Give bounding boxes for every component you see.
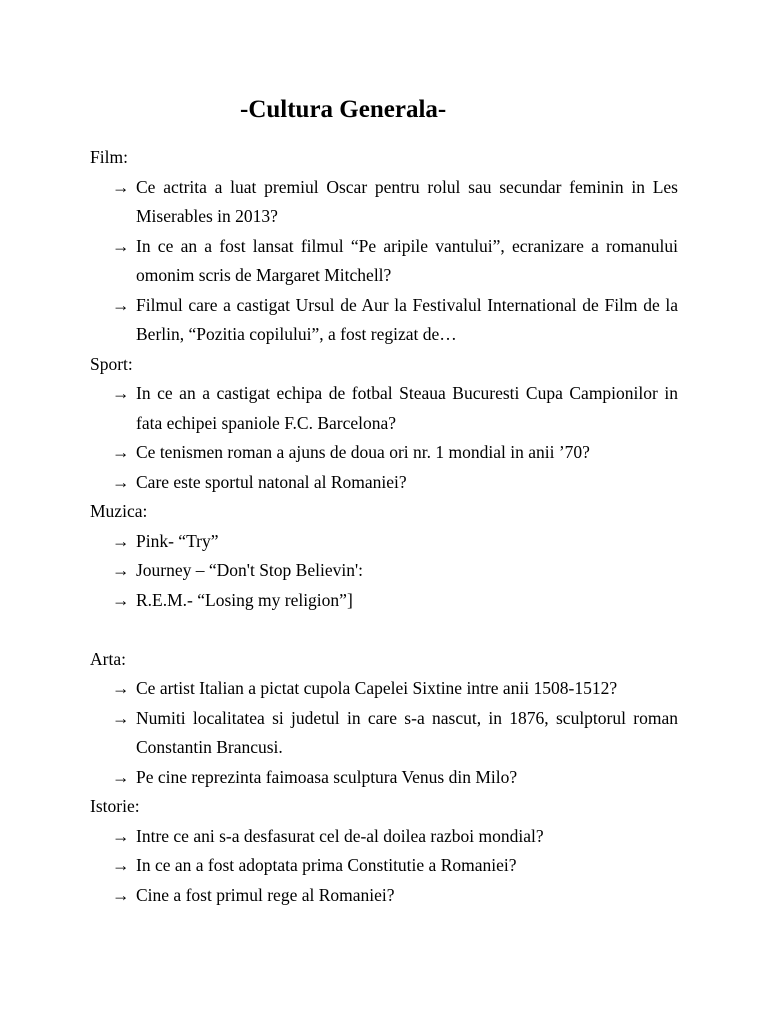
document-title: -Cultura Generala- bbox=[240, 96, 447, 123]
section-label: Film: bbox=[90, 147, 128, 167]
arrow-right-icon: → bbox=[112, 442, 130, 462]
question-item bbox=[90, 586, 678, 616]
section-arta bbox=[90, 645, 678, 793]
question-text: Ce actrita a luat premiul Oscar pentru rolul sau secundar feminin in Les Miserables in 2013? bbox=[136, 176, 678, 226]
question-text: Numiti localitatea si judetul in care s-a nascut, in 1876, sculptorul roman Constantin Brancusi. bbox=[136, 707, 678, 757]
question-list bbox=[90, 822, 678, 911]
question-text: In ce an a castigat echipa de fotbal Steaua Bucuresti Cupa Campionilor in fata echipei spaniole F.C. Barcelona? bbox=[136, 383, 678, 433]
question-item bbox=[90, 556, 678, 586]
question-text: Filmul care a castigat Ursul de Aur la Festivalul International de Film de la Berlin, “Pozitia copilului”, a fost regizat de… bbox=[136, 294, 678, 344]
question-item bbox=[90, 379, 678, 438]
arrow-right-icon: → bbox=[112, 825, 130, 846]
arrow-right-icon: → bbox=[112, 855, 130, 875]
question-item bbox=[90, 468, 678, 498]
section-istorie bbox=[90, 792, 678, 910]
question-text: Intre ce ani s-a desfasurat cel de-al doilea razboi mondial? bbox=[136, 825, 544, 846]
question-text: Pink- “Try” bbox=[136, 530, 219, 551]
question-text: R.E.M.- “Losing my religion”] bbox=[136, 589, 353, 610]
arrow-right-icon: → bbox=[112, 383, 130, 403]
question-item bbox=[90, 822, 678, 852]
question-item bbox=[90, 674, 678, 704]
question-item bbox=[90, 763, 678, 793]
arrow-right-icon: → bbox=[112, 294, 130, 315]
question-text: In ce an a fost lansat filmul “Pe aripile vantului”, ecranizare a romanului omonim scris de Margaret Mitchell? bbox=[136, 235, 678, 285]
question-list bbox=[90, 674, 678, 792]
question-list bbox=[90, 173, 678, 350]
arrow-right-icon: → bbox=[112, 766, 130, 787]
arrow-right-icon: → bbox=[112, 471, 130, 492]
arrow-right-icon: → bbox=[112, 589, 130, 610]
question-item bbox=[90, 291, 678, 350]
question-text: In ce an a fost adoptata prima Constitutie a Romaniei? bbox=[136, 855, 517, 875]
question-item bbox=[90, 527, 678, 557]
arrow-right-icon: → bbox=[112, 176, 130, 197]
section-label: Muzica: bbox=[90, 501, 148, 521]
question-text: Ce artist Italian a pictat cupola Capelei Sixtine intre anii 1508-1512? bbox=[136, 678, 618, 698]
question-list bbox=[90, 527, 678, 616]
question-item bbox=[90, 851, 678, 881]
question-text: Journey – “Don't Stop Believin': bbox=[136, 560, 363, 580]
question-item bbox=[90, 704, 678, 763]
section-label: Arta: bbox=[90, 648, 126, 669]
section-sport bbox=[90, 350, 678, 498]
section-label: Sport: bbox=[90, 353, 133, 374]
question-item bbox=[90, 881, 678, 911]
question-text: Care este sportul natonal al Romaniei? bbox=[136, 471, 407, 492]
arrow-right-icon: → bbox=[112, 884, 130, 905]
arrow-right-icon: → bbox=[112, 235, 130, 256]
arrow-right-icon: → bbox=[112, 707, 130, 728]
arrow-right-icon: → bbox=[112, 530, 130, 551]
arrow-right-icon: → bbox=[112, 678, 130, 698]
question-item bbox=[90, 232, 678, 291]
question-list bbox=[90, 379, 678, 497]
section-muzica bbox=[90, 497, 678, 615]
question-text: Ce tenismen roman a ajuns de doua ori nr. 1 mondial in anii ’70? bbox=[136, 442, 590, 462]
section-film bbox=[90, 143, 678, 350]
question-item bbox=[90, 173, 678, 232]
section-label: Istorie: bbox=[90, 796, 140, 816]
question-text: Cine a fost primul rege al Romaniei? bbox=[136, 884, 395, 905]
arrow-right-icon: → bbox=[112, 560, 130, 580]
document-body bbox=[90, 143, 678, 910]
question-text: Pe cine reprezinta faimoasa sculptura Venus din Milo? bbox=[136, 766, 518, 787]
question-item bbox=[90, 438, 678, 468]
